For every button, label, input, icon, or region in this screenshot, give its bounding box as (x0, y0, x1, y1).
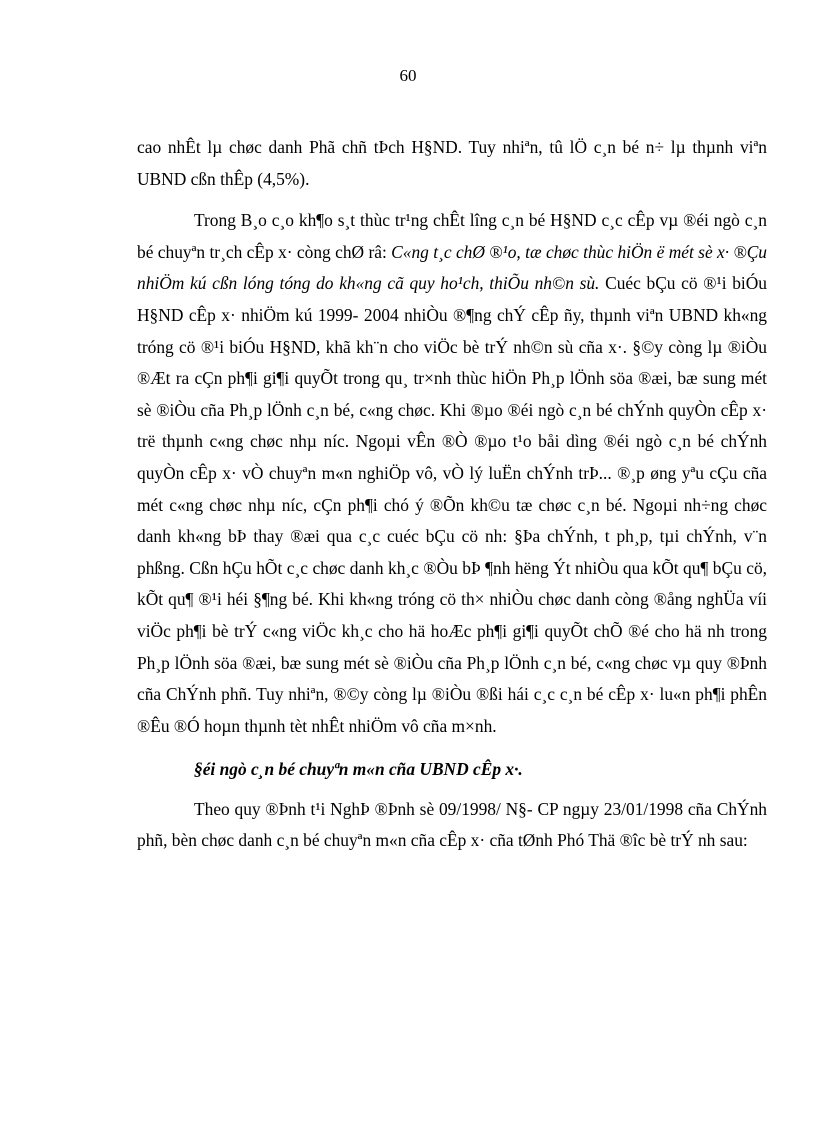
paragraph-2-quote: C«ng t¸c chØ ®¹o, tæ chøc thùc hiÖn ë mét sè x· ®Çu nhiÖm kú cßn lóng tóng do kh«ng cã quy ho¹ch, thiÕu nh©n sù. (137, 241, 767, 294)
section-heading: §éi ngò c¸n bé chuyªn m«n cña UBND cÊp x·. (194, 759, 523, 780)
paragraph-2 (137, 205, 767, 742)
paragraph-3: Theo quy ®Þnh t¹i NghÞ ®Þnh sè 09/1998/ N§- CP ngµy 23/01/1998 cña ChÝnh phñ, bèn chøc danh c¸n bé chuyªn m«n cña cÊp x· cña tØnh Phó Thä ®îc bè trÝ nh sau: (137, 798, 767, 851)
page-number: 60 (399, 66, 417, 85)
paragraph-2-body: Cuéc bÇu cö ®¹i biÓu H§ND cÊp x· nhiÖm kú 1999- 2004 nhiÒu ®¶ng chÝ cÊp ñy, thµnh viªn UBND kh«ng tróng cö ®¹i biÓu H§ND, khã kh¨n cho viÖc bè trÝ nh©n sù cña x·. §©y còng lµ ®iÒu ®Æt ra cÇn ph¶i gi¶i quyÕt trong qu¸ tr×nh thùc hiÖn Ph¸p lÖnh söa ®æi, bæ sung mét sè ®iÒu cña Ph¸p lÖnh c¸n bé, c«ng chøc. Khi ®µo ®éi ngò c¸n bé chÝnh quyÒn cÊp x· trë thµnh c«ng chøc nhµ níc. Ngoµi vÊn ®Ò ®µo t¹o båi dìng ®éi ngò c¸n bé chÝnh quyÒn cÊp x· vÒ chuyªn m«n nghiÖp vô, vÒ lý luËn chÝnh trÞ... ®¸p øng yªu cÇu cña mét c«ng chøc nhµ níc, cÇn ph¶i chó ý ®Õn kh©u tæ chøc c¸n bé. Ngoµi nh÷ng chøc danh kh«ng bÞ thay ®æi qua c¸c cuéc bÇu cö nh: §Þa chÝnh, t ph¸p, tµi chÝnh, v¨n phßng. Cßn hÇu hÕt c¸c chøc danh kh¸c ®Òu bÞ ¶nh hëng Ýt nhiÒu qua kÕt qu¶ bÇu cö, kÕt qu¶ ®¹i héi §¶ng bé. Khi kh«ng tróng cö th× nhiÒu chøc danh còng ®ång nghÜa víi viÖc ph¶i bè trÝ c«ng viÖc kh¸c cho hä hoÆc ph¶i gi¶i quyÕt chÕ ®é cho hä nh trong Ph¸p lÖnh söa ®æi, bæ sung mét sè ®iÒu cña Ph¸p lÖnh c¸n bé, c«ng chøc vµ quy ®Þnh cña ChÝnh phñ. Tuy nhiªn, ®©y còng lµ ®iÒu ®ßi hái c¸c c¸n bé cÊp x· lu«n ph¶i phÊn ®Êu ®Ó hoµn thµnh tèt nhÊt nhiÖm vô cña m×nh. (137, 273, 767, 736)
paragraph-1: cao nhÊt lµ chøc danh Phã chñ tÞch H§ND. Tuy nhiªn, tû lÖ c¸n bé n÷ lµ thµnh viªn UBND cßn thÊp (4,5%). (137, 137, 767, 189)
paragraph-2-intro: Trong B¸o c¸o kh¶o s¸t thùc tr¹ng chÊt lîng c¸n bé H§ND c¸c cÊp vµ ®éi ngò c¸n bé chuyªn tr¸ch cÊp x· còng chØ râ: (137, 210, 767, 262)
body-text (137, 132, 767, 867)
